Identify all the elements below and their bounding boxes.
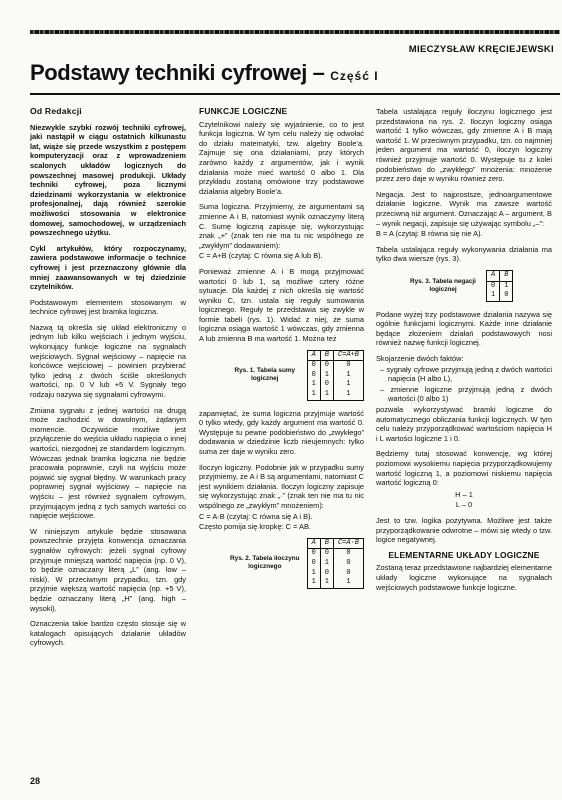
editorial-intro-2: Cykl artykułów, który rozpoczynamy, zawiera podstawowe informacje o technice cyfrowej i jest przeznaczony głównie dla mniej zaawansowanych w tej dziedzinie czytelników. <box>30 243 186 292</box>
figure-1-caption: Rys. 1. Tabela sumy logicznej <box>234 367 296 383</box>
table-cell: 0 <box>333 549 363 559</box>
section-heading-elementary-circuits: ELEMENTARNE UKŁADY LOGICZNE <box>388 549 540 560</box>
title-rule <box>30 93 560 95</box>
table-cell: 0 <box>491 281 496 290</box>
paragraph: Oznaczenia takie bardzo często stosuje się w katalogach opisujących działanie układów cyfrowych. <box>30 619 186 648</box>
table-cell: 0 <box>320 361 333 371</box>
paragraph: pozwala wykorzystywać bramki logiczne do automatycznego obliczania funkcji logicznych. W tym celu należy przyporządkować wartościom napięcia H i L wartości logiczne 1 i 0. <box>376 405 552 443</box>
paragraph: Podane wyżej trzy podstawowe działania nazywa się ogólnie funkcjami logicznymi. Każde inne działanie będące złożeniem działań podstawowych nosi również nazwę funkcji logicznej. <box>376 309 552 348</box>
table-cell: 0 <box>333 559 363 569</box>
formula: C = A·B (czytaj: C równa się A i B). <box>199 511 313 521</box>
table-cell: 0 <box>333 569 363 579</box>
paragraph: Będziemy tutaj stosować konwencję, wg której poziomowi wysokiemu napięcia przyporządkowujemy wartość logiczną 1, a poziomowi niskiemu napięcia wartość logiczną 0: <box>376 449 552 488</box>
table-cell: 0 <box>333 361 363 371</box>
table-cell: A <box>307 350 320 361</box>
paragraph: Czytelnikowi należy się wyjaśnienie, co to jest funkcja logiczna. W tym celu należy się odwołać do działu matematyki, tzw. algebry Boole'a. Zajmuje się ona działaniami, przy których zarówno każdy z argumentów, jak i wynik działania może mieć wartość 0 albo 1. Dla przykładu zostaną omówione trzy podstawowe działania algebry Boole'a. <box>199 119 364 196</box>
paragraph: Nazwą tą określa się układ elektroniczny o jednym lub kilku wejściach i jednym wyjściu, wykonujący funkcje logiczne na sygnałach wejściowych. Sygnał wejściowy – napięcie na końcówce wejściowej – powinien przybierać tylko jedną z dwóch ściśle określonych wartości, np. 0 V lub +5 V. Sygnały tego rodzaju nazywa się sygnałami cyfrowymi. <box>30 322 186 400</box>
formula: L – 0 <box>455 500 473 510</box>
formula-note: Często pomija się kropkę: C = AB. <box>199 522 311 532</box>
paragraph: Jest to tzw. logika pozytywna. Możliwe jest także przyporządkowanie odwrotne – mówi się wtedy o tzw. logice negatywnej. <box>376 515 552 545</box>
table-cell: 0 <box>311 361 316 370</box>
table-cell: 0 <box>311 558 316 567</box>
table-row <box>487 291 513 301</box>
paragraph: Tabela ustalająca reguły wykonywania działania ma tylko dwa wiersze (rys. 3). <box>376 244 552 264</box>
list-item: – sygnały cyfrowe przyjmują jedną z dwóch wartości napięcia (H albo L), <box>380 364 552 384</box>
table-cell: 1 <box>333 390 363 400</box>
paragraph: Podstawowym elementem stosowanym w technice cyfrowej jest bramka logiczna. <box>30 297 186 317</box>
table-cell: 1 <box>320 371 333 381</box>
page-number: 28 <box>30 776 41 786</box>
table-cell: 0 <box>500 291 513 301</box>
paragraph: Iloczyn logiczny. Podobnie jak w przypadku sumy przyjmiemy, że A i B są argumentami, natomiast C jest wynikiem działania. Iloczyn logiczny zapisuje się wykorzystując znak „·” (znak ten nie ma tu nic wspólnego ze „zwykłym” mnożeniem): <box>199 462 364 510</box>
paragraph: W niniejszym artykule będzie stosowana powszechnie przyjęta konwencja oznaczania sygnałów cyfrowych: jeżeli sygnał cyfrowy przyjmuje mniejszą wartość napięcia (np. 0 V), to będzie oznaczany literą „L” (ang. low – niski). W przeciwnym przypadku, tzn. gdy przyjmie większą wartość napięcia (np. +5 V), będzie oznaczany literą „H” (ang. high – wysoki). <box>30 526 186 613</box>
editorial-intro: Niezwykle szybki rozwój techniki cyfrowej, jaki nastąpił w ciągu ostatnich kilkunastu lat, wiąże się przede wszystkim z postępem komputeryzacji oraz z wprowadzeniem scalonych układów logicznych do powszechnej masowej produkcji. Układy techniki cyfrowej, poza licznymi dziedzinami wykorzystania w elektronice profesjonalnej, dają również szerokie możliwości stosowania w elektronice domowej, samochodowej, w urządzeniach powszechnego użytku. <box>30 122 186 238</box>
table-cell: 1 <box>311 568 316 577</box>
author-name: MIECZYSŁAW KRĘCIEJEWSKI <box>408 44 554 55</box>
title-separator: – <box>306 60 331 85</box>
table-row <box>487 281 513 291</box>
table-cell: 1 <box>500 281 513 291</box>
title-main: Podstawy techniki cyfrowej <box>30 60 307 85</box>
table-cell: 0 <box>311 549 316 558</box>
table-cell: B <box>500 270 513 281</box>
table-row <box>307 559 363 569</box>
table-cell: 0 <box>320 380 333 390</box>
paragraph: Zostaną teraz przedstawione najbardziej elementarne układy logiczne wykonujące na sygnałach wejściowych podstawowe funkcje logiczne. <box>376 563 552 592</box>
truth-table-and <box>307 538 364 589</box>
table-row <box>307 578 363 588</box>
table-cell: B <box>320 538 333 549</box>
table-row <box>307 569 363 579</box>
header-decorative-bar <box>30 30 560 34</box>
table-cell: 1 <box>311 578 316 587</box>
list-item: – zmienne logiczne przyjmują jedną z dwóch wartości (0 albo 1) <box>380 384 552 404</box>
table-row <box>307 390 363 400</box>
figure-3 <box>376 270 552 302</box>
section-heading-logic-functions: FUNKCJE LOGICZNE <box>199 106 288 116</box>
table-cell: 1 <box>333 371 363 381</box>
table-row <box>307 549 363 559</box>
table-cell: 1 <box>333 578 363 588</box>
paragraph: Ponieważ zmienne A i B mogą przyjmować wartości 0 lub 1, są możliwe cztery różne sytuacje. Dla każdej z nich określa się wartość wyniku C, tzn. ustala się reguły sumowania logicznego. Reguły te przedstawia się zwykle w formie tabeli (rys. 1). Widać z niej, że suma logiczna osiąga wartość 1 wówczas, gdy zmienna A lub zmienna B ma wartość 1. Można też <box>199 266 364 344</box>
table-cell: A <box>307 538 320 549</box>
figure-2-caption: Rys. 2. Tabela iloczynu logicznego <box>230 555 300 571</box>
figure-2 <box>199 538 364 589</box>
column-3 <box>376 107 552 598</box>
table-cell: 0 <box>311 370 316 379</box>
table-cell: 1 <box>320 578 333 588</box>
editorial-heading: Od Redakcji <box>30 106 82 116</box>
table-cell: 1 <box>491 291 496 300</box>
paragraph: Skojarzenie dwóch faktów: <box>376 354 464 364</box>
paragraph: zapamiętać, że suma logiczna przyjmuje wartość 0 tylko wtedy, gdy każdy argument ma wartość 0. Występuje tu pewne podobieństwo do „zwykłego” dodawania w dziedzinie liczb nieujemnych: tylko suma zer daje w wyniku zero. <box>199 408 364 456</box>
table-row <box>307 361 363 371</box>
truth-table-not <box>486 270 513 302</box>
paragraph: Tabela ustalająca reguły iloczynu logicznego jest przedstawiona na rys. 2. Iloczyn logiczny osiąga wartość 1 tylko wówczas, gdy zmienne A i B mają wartość 1. W przeciwnym przypadku, tzn. co najmniej jeden argument ma wartość 0, iloczyn logiczny również przyjmuje wartość 0. Występuje tu z kolei podobieństwo do „zwykłego” mnożenia: mnożenie przez zero daje w wyniku również zero. <box>376 107 552 184</box>
formula: C = A+B (czytaj: C równa się A lub B). <box>199 251 323 261</box>
table-cell: A <box>487 270 500 281</box>
truth-table-or <box>307 350 364 401</box>
figure-1 <box>199 350 364 401</box>
table-cell: B <box>320 350 333 361</box>
table-row <box>307 371 363 381</box>
table-cell: 1 <box>320 559 333 569</box>
paragraph: Negacja. Jest to najprostsze, jednoargumentowe działanie logiczne. Wynik ma zawsze wartość przeciwną niż argument. Oznaczając A – argument, B – wynik negacji, zapisuje się używając symbolu „–”: <box>376 189 552 228</box>
table-cell: 1 <box>320 390 333 400</box>
table-cell: 1 <box>311 390 316 399</box>
table-cell: 0 <box>320 549 333 559</box>
title-part: Część I <box>330 69 379 83</box>
formula: H – 1 <box>455 489 473 499</box>
column-2 <box>199 107 364 597</box>
paragraph: Zmiana sygnału z jednej wartości na drugą może zachodzić w dowolnym, żądanym momencie. Oczywiście możliwe jest przyłączenie do wejścia układu napięcia o innej wartości, niezgodnej ze standardem logicznym. Wówczas jednak bramka logiczna nie będzie pracowała poprawnie, czyli na wyjściu może pojawić się sygnał błędny. W warunkach pracy poprawnej sygnał wyjściowy – napięcie na wyjściu – jest również sygnałem cyfrowym, przyjmującym jedną z tych samych wartości co napięcie wejściowe. <box>30 405 186 521</box>
table-cell: 1 <box>311 380 316 389</box>
article-title <box>30 60 379 86</box>
column-1 <box>30 107 186 654</box>
paragraph: Suma logiczna. Przyjmiemy, że argumentami są zmienne A i B, natomiast wynik oznaczymy literą C. Sumę logiczną zapisuje się, wykorzystując znak „+” (znak ten nie ma tu nic wspólnego ze „zwykłym” dodawaniem): <box>199 202 364 250</box>
figure-3-caption: Rys. 3. Tabela negacji logicznej <box>410 277 476 293</box>
table-header-row <box>307 538 363 549</box>
table-header-row <box>307 350 363 361</box>
table-row <box>307 380 363 390</box>
formula: B = A (czytaj: B równa się nie A). <box>376 229 483 239</box>
table-cell: C=A·B <box>333 538 363 549</box>
table-cell: 1 <box>333 380 363 390</box>
table-cell: 0 <box>320 569 333 579</box>
table-cell: C=A+B <box>333 350 363 361</box>
table-header-row <box>487 270 513 281</box>
